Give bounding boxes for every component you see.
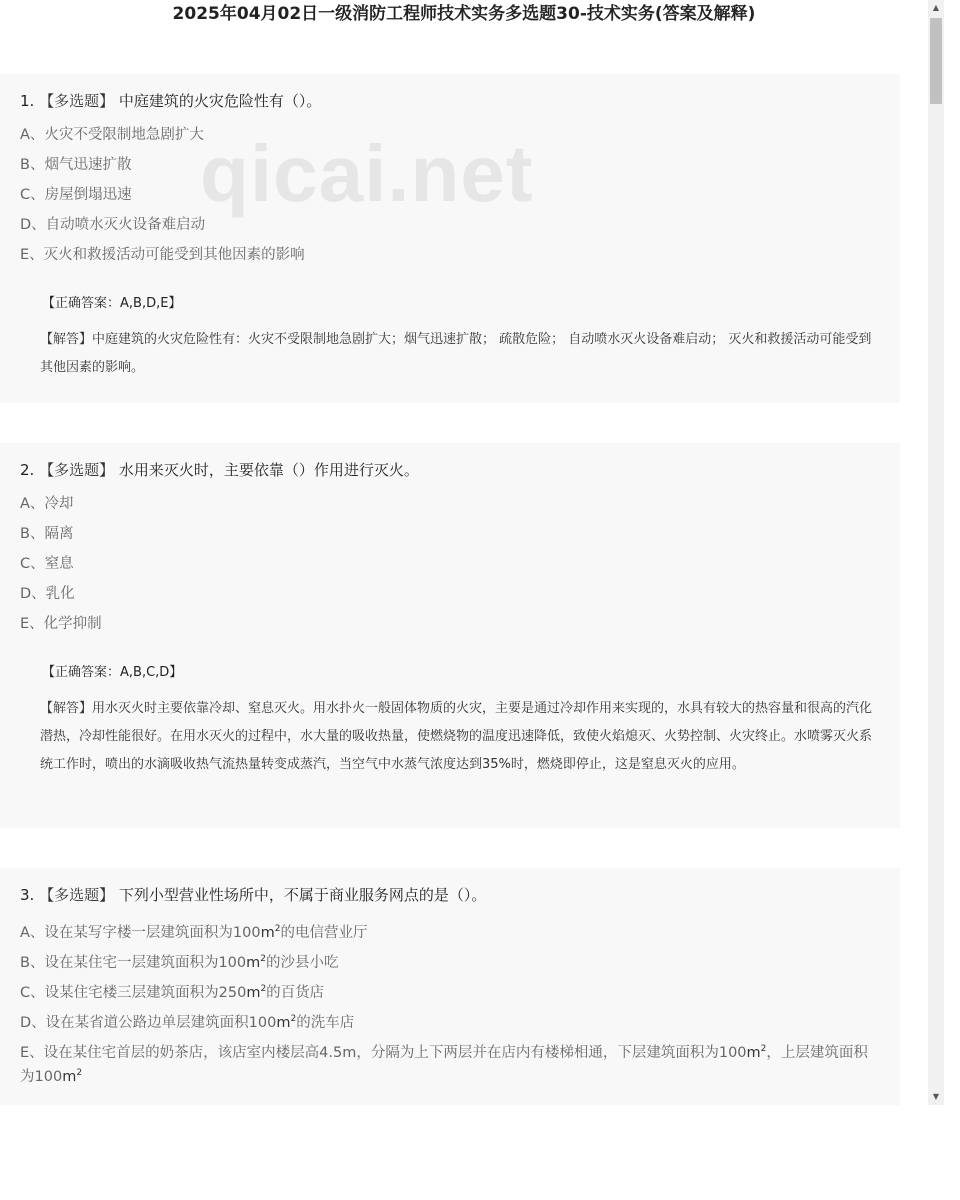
option-text: 的电信营业厅 — [280, 925, 368, 941]
question-stem — [20, 460, 419, 480]
area-unit: $m^2$ — [260, 924, 281, 941]
option-a[interactable]: A、冷却 — [20, 496, 74, 512]
vertical-scrollbar[interactable] — [928, 0, 944, 1105]
option-c[interactable]: C、房屋倒塌迅速 — [20, 187, 132, 203]
option-a[interactable] — [20, 919, 880, 943]
area-unit: $m^2$ — [246, 984, 267, 1001]
option-text: A、设在某写字楼一层建筑面积为100 — [20, 925, 261, 941]
option-text: D、设在某省道公路边单层建筑面积100 — [20, 1015, 277, 1031]
option-text: B、设在某住宅一层建筑面积为100 — [20, 955, 247, 971]
option-e[interactable]: E、灭火和救援活动可能受到其他因素的影响 — [20, 247, 305, 263]
option-e[interactable] — [20, 1039, 880, 1087]
question-text: 水用来灭火时，主要依靠（）作用进行灭火。 — [118, 461, 419, 479]
scroll-up-arrow-icon[interactable]: ▲ — [932, 3, 940, 12]
option-text: 的洗车店 — [296, 1015, 355, 1031]
area-unit: $m^2$ — [276, 1014, 297, 1031]
question-number: 1. — [20, 92, 35, 110]
page-title: 2025年04月02日一级消防工程师技术实务多选题30-技术实务(答案及解释) — [172, 4, 756, 24]
question-stem — [20, 885, 486, 905]
option-b[interactable]: B、隔离 — [20, 526, 74, 542]
explanation: 【解答】中庭建筑的火灾危险性有：火灾不受限制地急剧扩大；烟气迅速扩散； 疏散危险； 自动喷水灭火设备难启动； 灭火和救援活动可能受到其他因素的影响。 — [40, 332, 872, 375]
question-number: 3. — [20, 886, 35, 904]
option-d[interactable] — [20, 1009, 880, 1033]
question-card-2 — [0, 443, 900, 828]
option-text: 的沙县小吃 — [265, 955, 339, 971]
question-type: 【多选题】 — [39, 886, 115, 904]
option-text: 的百货店 — [266, 985, 325, 1001]
option-b[interactable] — [20, 949, 880, 973]
explanation: 【解答】用水灭火时主要依靠冷却、窒息灭火。用水扑火一般固体物质的火灾，主要是通过冷却作用来实现的，水具有较大的热容量和很高的汽化潜热，冷却性能很好。在用水灭火的过程中，水大量的吸收热量，使燃烧物的温度迅速降低，致使火焰熄灭、火势控制、火灾终止。水喷雾灭火系统工作时，喷出的水滴吸收热气流热量转变成蒸汽，当空气中水蒸气浓度达到35%时，燃烧即停止，这是窒息灭火的应用。 — [40, 701, 873, 772]
option-c[interactable]: C、窒息 — [20, 556, 74, 572]
option-a[interactable]: A、火灾不受限制地急剧扩大 — [20, 127, 204, 143]
option-text: ，上层建筑面积为100 — [20, 1045, 868, 1085]
option-e[interactable]: E、化学抑制 — [20, 616, 102, 632]
question-type: 【多选题】 — [39, 461, 115, 479]
option-d[interactable]: D、乳化 — [20, 586, 75, 602]
option-b[interactable]: B、烟气迅速扩散 — [20, 157, 132, 173]
question-text: 下列小型营业性场所中，不属于商业服务网点的是（）。 — [118, 886, 487, 904]
question-card-1 — [0, 74, 900, 403]
option-c[interactable] — [20, 979, 880, 1003]
scroll-down-arrow-icon[interactable]: ▼ — [932, 1092, 940, 1101]
area-unit: $m^2$ — [746, 1044, 767, 1061]
question-text: 中庭建筑的火灾危险性有（）。 — [118, 92, 322, 110]
watermark: qicai.net — [200, 129, 534, 218]
scrollbar-thumb[interactable] — [930, 18, 942, 104]
area-unit: $m^2$ — [246, 954, 266, 971]
question-card-3 — [0, 868, 900, 1105]
question-type: 【多选题】 — [39, 92, 115, 110]
correct-answer: 【正确答案：A,B,C,D】 — [42, 665, 183, 680]
option-text: C、设某住宅楼三层建筑面积为250 — [20, 985, 247, 1001]
option-d[interactable]: D、自动喷水灭火设备难启动 — [20, 217, 206, 233]
correct-answer: 【正确答案：A,B,D,E】 — [42, 296, 182, 311]
option-text: E、设在某住宅首层的奶茶店，该店室内楼层高4.5m，分隔为上下两层并在店内有楼梯相通，下层建筑面积为100 — [20, 1045, 747, 1061]
question-number: 2. — [20, 461, 35, 479]
question-stem — [20, 91, 321, 111]
area-unit: $m^2$ — [62, 1068, 83, 1085]
